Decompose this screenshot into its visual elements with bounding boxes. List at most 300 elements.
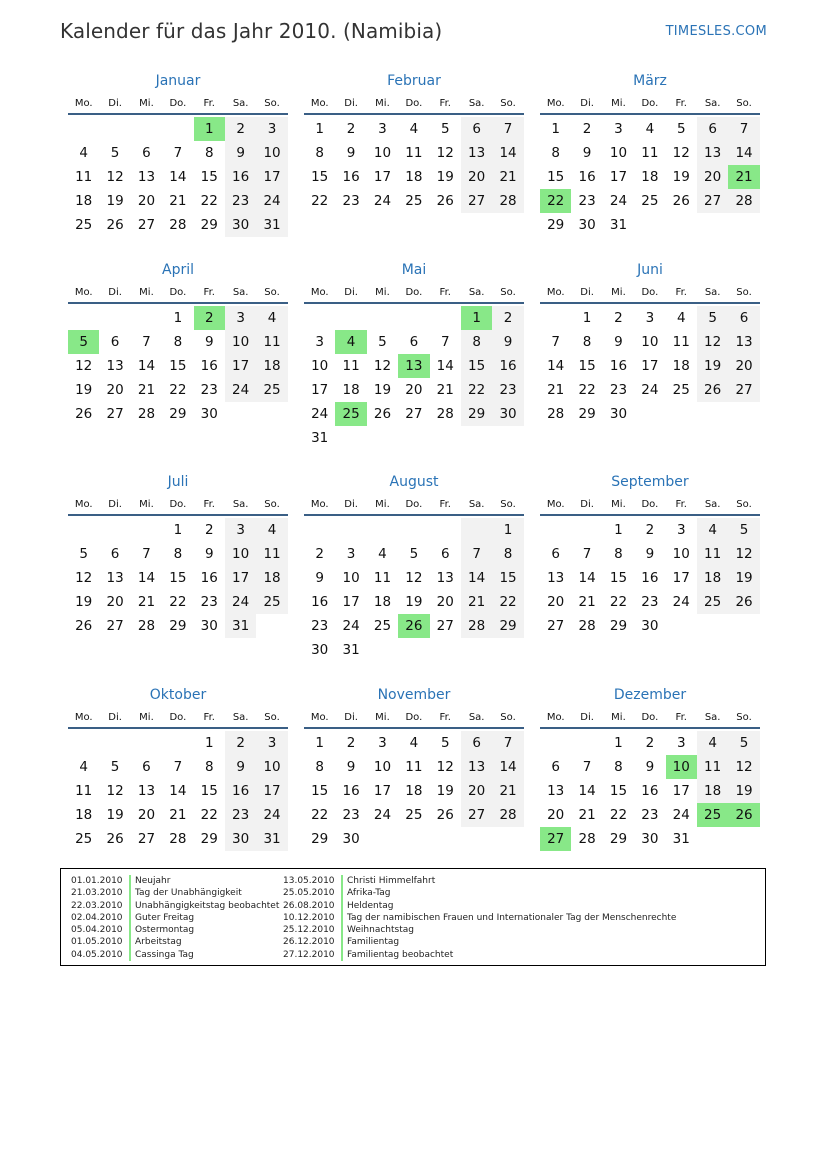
day-cell: 15: [311, 783, 329, 799]
weekday-label: Mi.: [139, 98, 154, 109]
day-cell: 30: [342, 831, 360, 847]
week-row: [68, 803, 288, 827]
day-cell: 22: [311, 193, 329, 209]
weekday-label: Fr.: [203, 287, 215, 298]
day-cell: 12: [436, 759, 454, 775]
empty-cell: [728, 213, 759, 237]
day-cell: 8: [204, 145, 214, 161]
week-row: [304, 189, 524, 213]
day-cell: 13: [461, 141, 492, 165]
empty-cell: [304, 518, 335, 542]
day-cell: 3: [378, 735, 387, 751]
day-cell: 7: [728, 117, 759, 141]
day-cell: 17: [342, 594, 360, 610]
weekday-header: [304, 709, 524, 729]
week-row: [68, 402, 288, 426]
week-row: [540, 590, 760, 614]
month-5: [304, 261, 524, 450]
weekday-label: Sa.: [468, 98, 485, 109]
empty-cell: [162, 731, 193, 755]
day-cell: 23: [342, 193, 360, 209]
day-cell: 10: [225, 330, 256, 354]
month-name: Februar: [387, 73, 441, 89]
day-cell: 6: [551, 546, 560, 562]
holiday-name: Tag der namibischen Frauen und Internationaler Tag der Menschenrechte: [347, 912, 677, 923]
week-row: [68, 731, 288, 755]
week-row: [540, 354, 760, 378]
day-cell: 26: [436, 193, 454, 209]
empty-cell: [398, 426, 429, 450]
day-cell: 11: [256, 330, 287, 354]
day-cell: 23: [609, 382, 628, 398]
day-cell: 6: [461, 731, 492, 755]
weekday-label: Mi.: [375, 712, 390, 723]
weekday-header: [68, 709, 288, 729]
day-cell: 5: [409, 546, 419, 562]
empty-cell: [68, 117, 99, 141]
page-title: Kalender für das Jahr 2010. (Namibia): [60, 19, 443, 43]
month-3: [540, 72, 760, 237]
day-cell: 19: [697, 354, 728, 378]
week-row: [304, 378, 524, 402]
weekday-label: So.: [264, 499, 280, 510]
day-cell: 2: [204, 522, 214, 538]
day-cell: 9: [645, 759, 655, 775]
day-cell: 1: [194, 117, 225, 141]
weekday-label: Sa.: [704, 98, 721, 109]
day-cell: 27: [547, 618, 565, 634]
weekday-label: Sa.: [232, 287, 249, 298]
empty-cell: [304, 306, 335, 330]
empty-cell: [666, 402, 697, 426]
weekday-label: Do.: [169, 98, 187, 109]
weekday-label: Sa.: [232, 499, 249, 510]
day-cell: 19: [728, 566, 759, 590]
day-cell: 5: [79, 546, 88, 562]
day-cell: 5: [676, 121, 686, 137]
week-row: [304, 827, 524, 851]
day-cell: 31: [225, 614, 256, 638]
day-cell: 20: [436, 594, 454, 610]
weekday-label: Fr.: [203, 98, 215, 109]
weekday-label: So.: [264, 712, 280, 723]
holiday-row: [283, 900, 676, 912]
week-row: [68, 117, 288, 141]
week-row: [304, 755, 524, 779]
weekday-label: Mi.: [611, 287, 626, 298]
day-cell: 29: [169, 406, 187, 422]
holiday-date: 13.05.2010: [283, 875, 343, 887]
day-cell: 24: [641, 382, 659, 398]
month-12: [540, 686, 760, 851]
weekday-label: Do.: [405, 98, 423, 109]
day-cell: 18: [641, 169, 659, 185]
day-cell: 13: [436, 570, 454, 586]
weekday-header: [304, 496, 524, 516]
day-cell: 10: [311, 358, 329, 374]
day-cell: 25: [256, 590, 287, 614]
weekday-header: [540, 496, 760, 516]
weekday-label: Di.: [108, 98, 122, 109]
day-cell: 14: [728, 141, 759, 165]
day-cell: 7: [582, 759, 592, 775]
week-row: [304, 638, 524, 662]
weekday-label: Sa.: [468, 499, 485, 510]
empty-cell: [367, 306, 398, 330]
week-row: [68, 614, 288, 638]
weekday-label: Mo.: [546, 499, 565, 510]
week-row: [540, 189, 760, 213]
holiday-name: Christi Himmelfahrt: [347, 876, 436, 886]
day-cell: 8: [173, 334, 183, 350]
day-cell: 14: [578, 570, 596, 586]
weekday-header: [540, 95, 760, 115]
weekday-label: So.: [736, 98, 752, 109]
week-row: [304, 803, 524, 827]
day-cell: 16: [492, 354, 523, 378]
day-cell: 29: [492, 614, 523, 638]
day-cell: 15: [492, 566, 523, 590]
day-cell: 17: [225, 354, 256, 378]
day-cell: 24: [672, 594, 690, 610]
day-cell: 4: [409, 735, 419, 751]
empty-cell: [540, 518, 571, 542]
empty-cell: [99, 117, 130, 141]
day-cell: 24: [373, 193, 392, 209]
day-cell: 11: [697, 542, 728, 566]
empty-cell: [461, 426, 492, 450]
day-cell: 7: [142, 334, 151, 350]
day-cell: 13: [547, 783, 565, 799]
day-cell: 23: [200, 382, 218, 398]
week-row: [304, 426, 524, 450]
month-name: Mai: [401, 262, 427, 278]
holiday-name: Heldentag: [347, 900, 394, 911]
day-cell: 20: [106, 594, 124, 610]
day-cell: 23: [225, 189, 256, 213]
day-cell: 22: [578, 382, 596, 398]
holiday-row: [283, 936, 676, 948]
week-row: [304, 117, 524, 141]
day-cell: 20: [137, 807, 156, 823]
weekday-label: Di.: [580, 499, 594, 510]
day-cell: 25: [405, 193, 423, 209]
day-cell: 24: [609, 193, 628, 209]
day-cell: 11: [373, 570, 392, 586]
day-cell: 11: [697, 755, 728, 779]
empty-cell: [162, 117, 193, 141]
weekday-label: Di.: [344, 98, 358, 109]
day-cell: 20: [137, 193, 156, 209]
empty-cell: [666, 614, 697, 638]
empty-cell: [728, 402, 759, 426]
day-cell: 15: [609, 783, 628, 799]
day-cell: 14: [137, 358, 156, 374]
day-cell: 29: [609, 618, 628, 634]
day-cell: 12: [728, 542, 759, 566]
day-cell: 25: [405, 807, 423, 823]
week-row: [68, 779, 288, 803]
day-cell: 25: [256, 378, 287, 402]
weekday-label: So.: [736, 287, 752, 298]
day-cell: 23: [311, 618, 329, 634]
weekday-label: So.: [264, 98, 280, 109]
day-cell: 9: [315, 570, 324, 586]
empty-cell: [335, 426, 366, 450]
week-row: [540, 141, 760, 165]
day-cell: 28: [436, 406, 454, 422]
weekday-label: Sa.: [468, 712, 485, 723]
day-cell: 30: [641, 831, 659, 847]
holiday-date: 01.01.2010: [71, 875, 131, 887]
month-name: September: [611, 474, 689, 490]
holiday-row: [283, 924, 676, 936]
day-cell: 26: [728, 590, 759, 614]
holiday-row: [71, 924, 279, 936]
month-name: August: [389, 474, 439, 490]
day-cell: 23: [578, 193, 596, 209]
day-cell: 26: [697, 378, 728, 402]
day-cell: 21: [492, 779, 523, 803]
day-cell: 7: [440, 334, 450, 350]
empty-cell: [335, 518, 366, 542]
day-cell: 24: [311, 406, 329, 422]
day-cell: 21: [169, 193, 187, 209]
empty-cell: [430, 426, 461, 450]
day-cell: 14: [492, 755, 523, 779]
day-cell: 16: [225, 165, 256, 189]
weekday-label: Mo.: [546, 287, 565, 298]
day-cell: 11: [256, 542, 287, 566]
holiday-legend: [60, 868, 766, 966]
day-cell: 13: [137, 169, 156, 185]
empty-cell: [492, 827, 523, 851]
day-cell: 17: [641, 358, 659, 374]
day-cell: 15: [578, 358, 596, 374]
weekday-header: [68, 95, 288, 115]
day-cell: 10: [225, 542, 256, 566]
weekday-label: Fr.: [439, 98, 451, 109]
day-cell: 3: [378, 121, 387, 137]
day-cell: 27: [461, 803, 492, 827]
day-cell: 26: [436, 807, 454, 823]
day-cell: 1: [173, 522, 183, 538]
empty-cell: [666, 213, 697, 237]
weekday-label: Sa.: [232, 98, 249, 109]
weekday-header: [68, 496, 288, 516]
empty-cell: [99, 731, 130, 755]
day-cell: 15: [200, 169, 218, 185]
day-cell: 27: [461, 189, 492, 213]
day-cell: 24: [373, 807, 392, 823]
week-row: [68, 378, 288, 402]
day-cell: 16: [578, 169, 596, 185]
day-cell: 23: [200, 594, 218, 610]
weekday-label: Mi.: [139, 287, 154, 298]
weekday-label: So.: [264, 287, 280, 298]
week-row: [540, 330, 760, 354]
weekday-label: Sa.: [704, 287, 721, 298]
day-cell: 11: [405, 759, 423, 775]
empty-cell: [256, 402, 287, 426]
holiday-date: 26.12.2010: [283, 936, 343, 948]
day-cell: 18: [256, 354, 287, 378]
day-cell: 30: [225, 827, 256, 851]
day-cell: 26: [373, 406, 392, 422]
empty-cell: [430, 827, 461, 851]
day-cell: 2: [645, 522, 655, 538]
day-cell: 17: [672, 570, 690, 586]
empty-cell: [367, 827, 398, 851]
week-row: [304, 542, 524, 566]
weekday-label: So.: [500, 499, 516, 510]
empty-cell: [492, 638, 523, 662]
day-cell: 28: [137, 406, 156, 422]
day-cell: 21: [169, 807, 187, 823]
day-cell: 27: [137, 217, 156, 233]
week-row: [540, 518, 760, 542]
holiday-name: Unabhängigkeitstag beobachtet: [135, 900, 280, 911]
brand-link[interactable]: TIMESLES.COM: [665, 24, 767, 39]
day-cell: 29: [461, 402, 492, 426]
day-cell: 20: [405, 382, 423, 398]
week-row: [540, 542, 760, 566]
week-row: [304, 141, 524, 165]
week-row: [304, 590, 524, 614]
day-cell: 19: [672, 169, 690, 185]
empty-cell: [225, 402, 256, 426]
day-cell: 2: [315, 546, 324, 562]
day-cell: 23: [225, 803, 256, 827]
weekday-label: So.: [736, 712, 752, 723]
day-cell: 21: [137, 594, 156, 610]
week-row: [68, 755, 288, 779]
day-cell: 1: [614, 735, 623, 751]
day-cell: 24: [672, 807, 690, 823]
day-cell: 23: [641, 594, 659, 610]
day-cell: 25: [697, 803, 728, 827]
day-cell: 19: [373, 382, 392, 398]
week-row: [304, 306, 524, 330]
day-cell: 4: [79, 145, 88, 161]
weekday-label: Mo.: [74, 712, 93, 723]
day-cell: 5: [378, 334, 387, 350]
day-cell: 12: [672, 145, 690, 161]
day-cell: 26: [75, 618, 93, 634]
empty-cell: [398, 306, 429, 330]
day-cell: 4: [378, 546, 387, 562]
day-cell: 15: [547, 169, 565, 185]
day-cell: 19: [106, 807, 124, 823]
empty-cell: [68, 731, 99, 755]
weekday-label: Mi.: [139, 712, 154, 723]
day-cell: 6: [110, 334, 120, 350]
weekday-label: Mi.: [139, 499, 154, 510]
day-cell: 14: [547, 358, 565, 374]
holiday-name: Tag der Unabhängigkeit: [135, 888, 242, 899]
month-9: [540, 473, 760, 638]
day-cell: 19: [436, 783, 454, 799]
month-4: [68, 261, 288, 426]
day-cell: 17: [225, 566, 256, 590]
day-cell: 6: [551, 759, 560, 775]
day-cell: 17: [672, 783, 690, 799]
day-cell: 2: [582, 121, 592, 137]
day-cell: 21: [436, 382, 454, 398]
empty-cell: [492, 426, 523, 450]
day-cell: 19: [106, 193, 124, 209]
day-cell: 4: [697, 518, 728, 542]
day-cell: 14: [169, 783, 187, 799]
day-cell: 19: [75, 382, 93, 398]
day-cell: 21: [578, 807, 596, 823]
day-cell: 10: [373, 145, 392, 161]
day-cell: 10: [342, 570, 360, 586]
day-cell: 21: [461, 590, 492, 614]
day-cell: 8: [614, 546, 623, 562]
day-cell: 21: [728, 165, 759, 189]
weekday-label: Do.: [641, 287, 659, 298]
weekday-label: Do.: [405, 712, 423, 723]
week-row: [540, 779, 760, 803]
holiday-date: 05.04.2010: [71, 924, 131, 936]
day-cell: 16: [200, 570, 218, 586]
day-cell: 18: [405, 783, 423, 799]
weekday-header: [540, 709, 760, 729]
empty-cell: [131, 731, 162, 755]
weekday-label: Mo.: [546, 712, 565, 723]
day-cell: 14: [492, 141, 523, 165]
day-cell: 12: [405, 570, 423, 586]
weekday-label: Sa.: [704, 499, 721, 510]
day-cell: 3: [225, 518, 256, 542]
day-cell: 11: [405, 145, 423, 161]
day-cell: 6: [409, 334, 419, 350]
day-cell: 19: [728, 779, 759, 803]
day-cell: 16: [200, 358, 218, 374]
day-cell: 13: [461, 755, 492, 779]
day-cell: 4: [335, 330, 366, 354]
weekday-label: Fr.: [675, 287, 687, 298]
day-cell: 7: [582, 546, 592, 562]
day-cell: 2: [346, 735, 356, 751]
empty-cell: [367, 426, 398, 450]
day-cell: 15: [311, 169, 329, 185]
day-cell: 7: [461, 542, 492, 566]
day-cell: 13: [728, 330, 759, 354]
day-cell: 13: [697, 141, 728, 165]
week-row: [68, 354, 288, 378]
day-cell: 2: [645, 735, 655, 751]
weekday-label: Fr.: [203, 712, 215, 723]
holiday-date: 01.05.2010: [71, 936, 131, 948]
day-cell: 9: [346, 759, 356, 775]
holiday-row: [283, 875, 676, 887]
day-cell: 16: [342, 783, 360, 799]
day-cell: 8: [582, 334, 592, 350]
weekday-label: Mo.: [74, 499, 93, 510]
weekday-label: Fr.: [439, 287, 451, 298]
month-name: Januar: [155, 73, 201, 89]
day-cell: 14: [436, 358, 454, 374]
day-cell: 18: [697, 566, 728, 590]
week-row: [304, 566, 524, 590]
weekday-label: Mi.: [375, 287, 390, 298]
day-cell: 30: [225, 213, 256, 237]
day-cell: 28: [169, 217, 187, 233]
empty-cell: [728, 614, 759, 638]
month-name: Juli: [167, 474, 189, 490]
